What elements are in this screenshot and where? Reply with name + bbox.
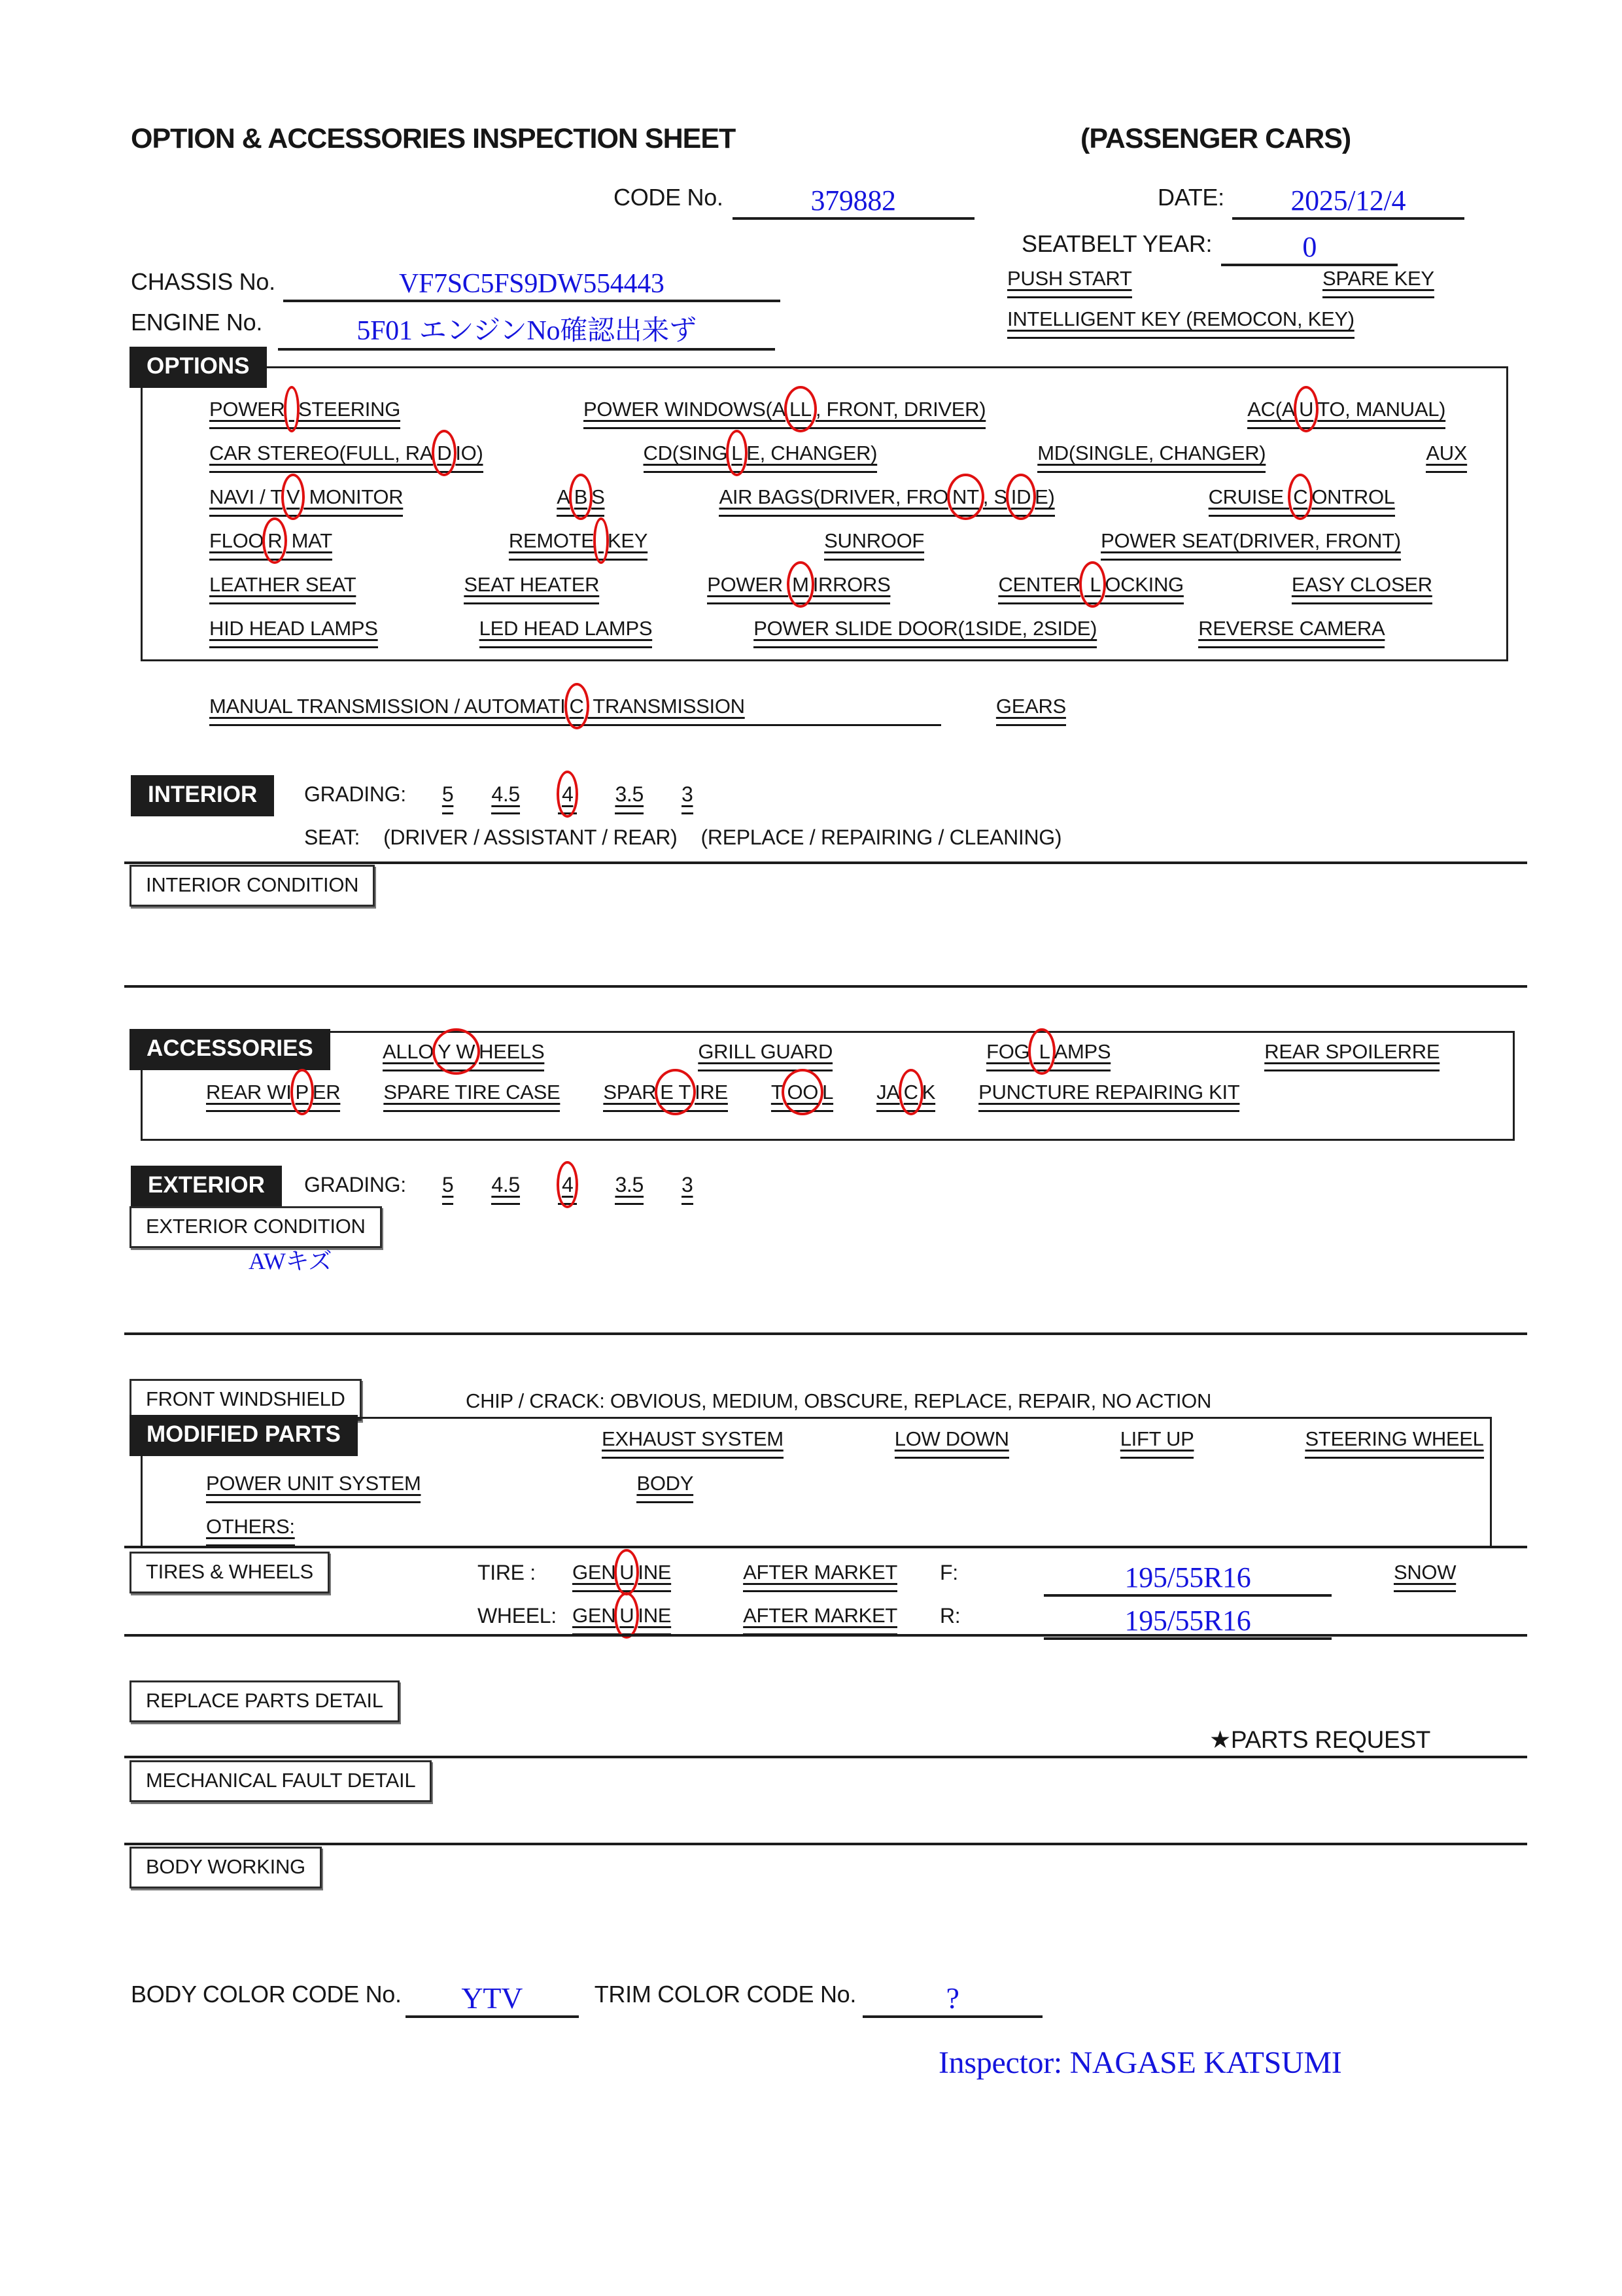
exterior-grading-row — [304, 1173, 693, 1205]
chassis-label: CHASSIS No. — [131, 268, 275, 295]
seatbelt-year-label: SEATBELT YEAR: — [1022, 230, 1213, 257]
seatbelt-year-value: 0 — [1221, 230, 1398, 266]
body-working-box: BODY WORKING — [129, 1847, 322, 1888]
modified-exhaust-system: EXHAUST SYSTEM — [602, 1427, 784, 1459]
option-power-steering: POWER STEERING — [209, 398, 400, 429]
option-aux: AUX — [1426, 442, 1467, 473]
accessories-row-2 — [206, 1081, 1239, 1112]
engine-row — [131, 309, 775, 351]
option-car-stereo: CAR STEREO(FULL, RA D IO) — [209, 442, 483, 473]
accessory-alloy-wheels: ALLO Y W HEELS — [383, 1040, 544, 1071]
grade-3: 3 — [682, 782, 693, 814]
option-hid-head-lamps: HID HEAD LAMPS — [209, 617, 378, 648]
exterior-condition-box: EXTERIOR CONDITION — [129, 1206, 382, 1248]
grade-5: 5 — [442, 1173, 454, 1205]
option-leather-seat: LEATHER SEAT — [209, 573, 356, 604]
trim-color-value: ? — [863, 1981, 1043, 2018]
wheel-label: WHEEL: — [477, 1604, 557, 1627]
accessory-rear-spoiler: REAR SPOILERRE — [1264, 1040, 1440, 1071]
tires-wheels-box: TIRES & WHEELS — [129, 1552, 330, 1593]
interior-grades — [442, 782, 693, 814]
option-seat-heater: SEAT HEATER — [464, 573, 599, 604]
option-power-windows: POWER WINDOWS(A LL , FRONT, DRIVER) — [583, 398, 986, 429]
option-abs: A B S — [557, 485, 604, 517]
modified-others-label: OTHERS: — [206, 1515, 295, 1546]
accessory-jack: JA C K — [876, 1081, 935, 1112]
engine-label: ENGINE No. — [131, 309, 263, 336]
page-title: OPTION & ACCESSORIES INSPECTION SHEET — [131, 123, 736, 154]
transmission-row — [209, 695, 1066, 726]
modified-lift-up: LIFT UP — [1120, 1427, 1194, 1459]
option-cd: CD(SING L E, CHANGER) — [644, 442, 878, 473]
divider-tires — [124, 1634, 1527, 1637]
accessories-row-1 — [383, 1040, 1440, 1071]
trim-color-label: TRIM COLOR CODE No. — [594, 1981, 857, 2008]
option-remote-key: REMOTE KEY — [509, 529, 647, 561]
tire-after-market: AFTER MARKET — [743, 1561, 897, 1592]
options-row-3 — [209, 485, 1395, 517]
modified-parts-row-3 — [206, 1515, 295, 1546]
option-md: MD(SINGLE, CHANGER) — [1037, 442, 1266, 473]
replace-parts-detail-box: REPLACE PARTS DETAIL — [129, 1680, 400, 1722]
option-ac: AC(A U TO, MANUAL) — [1247, 398, 1445, 429]
options-row-5 — [209, 573, 1432, 604]
grade-4-5: 4.5 — [491, 782, 520, 814]
option-led-head-lamps: LED HEAD LAMPS — [479, 617, 653, 648]
options-row-4 — [209, 529, 1401, 561]
wheel-genuine: GEN U INE — [572, 1604, 671, 1635]
chassis-row — [131, 268, 780, 302]
mechanical-fault-detail-box: MECHANICAL FAULT DETAIL — [129, 1760, 432, 1802]
modified-power-unit-system: POWER UNIT SYSTEM — [206, 1472, 421, 1503]
accessory-grill-guard: GRILL GUARD — [698, 1040, 833, 1071]
date-value: 2025/12/4 — [1232, 184, 1464, 220]
page-subtitle: (PASSENGER CARS) — [1080, 123, 1351, 154]
options-row-2 — [209, 442, 1467, 473]
exterior-section-label: EXTERIOR — [131, 1166, 282, 1207]
interior-grading-row — [304, 782, 693, 814]
code-label: CODE No. — [613, 184, 723, 211]
option-reverse-camera: REVERSE CAMERA — [1198, 617, 1385, 648]
option-air-bags: AIR BAGS(DRIVER, FRO NT , S ID E) — [719, 485, 1054, 517]
grade-5: 5 — [442, 782, 454, 814]
grade-4-selected: 4 — [558, 1173, 578, 1205]
exterior-grading-label: GRADING: — [304, 1173, 406, 1196]
modified-parts-row-2 — [206, 1472, 693, 1503]
options-row-6 — [209, 617, 1385, 648]
modified-parts-section-label: MODIFIED PARTS — [129, 1415, 358, 1456]
inspector-signature: Inspector: NAGASE KATSUMI — [939, 2045, 1342, 2080]
interior-section-label: INTERIOR — [131, 775, 274, 816]
accessories-section-label: ACCESSORIES — [129, 1029, 330, 1070]
option-easy-closer: EASY CLOSER — [1292, 573, 1432, 604]
spare-key-item: SPARE KEY — [1322, 267, 1434, 298]
tire-label: TIRE : — [477, 1561, 536, 1584]
code-row — [613, 184, 975, 220]
divider-exterior — [124, 1332, 1527, 1335]
option-sunroof: SUNROOF — [824, 529, 924, 561]
option-power-mirrors: POWER M IRRORS — [707, 573, 890, 604]
option-power-seat: POWER SEAT(DRIVER, FRONT) — [1101, 529, 1401, 561]
transmission-item: MANUAL TRANSMISSION / AUTOMATI C TRANSMISSION — [209, 695, 941, 726]
wheel-after-market: AFTER MARKET — [743, 1604, 897, 1635]
accessory-spare-tire: SPAR E T IRE — [603, 1081, 727, 1112]
color-codes-row — [131, 1981, 1043, 2018]
tire-genuine: GEN U INE — [572, 1561, 671, 1592]
modified-body: BODY — [636, 1472, 693, 1503]
chassis-value: VF7SC5FS9DW554443 — [283, 268, 780, 302]
date-label: DATE: — [1158, 184, 1224, 211]
options-row-1 — [209, 398, 1445, 429]
parts-request-note: ★PARTS REQUEST — [1209, 1726, 1431, 1753]
date-row — [1158, 184, 1464, 220]
divider-modified-parts — [124, 1546, 1527, 1548]
push-start-item: PUSH START — [1007, 267, 1132, 298]
exterior-grades — [442, 1173, 693, 1205]
front-windshield-box: FRONT WINDSHIELD — [129, 1379, 362, 1421]
accessory-fog-lamps: FOG L AMPS — [986, 1040, 1111, 1071]
option-power-slide-door: POWER SLIDE DOOR(1SIDE, 2SIDE) — [753, 617, 1097, 648]
grade-4-5: 4.5 — [491, 1173, 520, 1205]
interior-condition-box: INTERIOR CONDITION — [129, 865, 375, 907]
accessory-tool: T OO L — [771, 1081, 833, 1112]
option-cruise-control: CRUISE C ONTROL — [1209, 485, 1395, 517]
accessory-puncture-kit: PUNCTURE REPAIRING KIT — [978, 1081, 1239, 1112]
accessory-spare-tire-case: SPARE TIRE CASE — [383, 1081, 560, 1112]
front-tire-size: 195/55R16 — [1044, 1561, 1332, 1597]
front-size-label: F: — [939, 1561, 958, 1584]
divider-interior — [124, 861, 1527, 864]
modified-steering-wheel: STEERING WHEEL — [1305, 1427, 1483, 1459]
option-navi-tv-monitor: NAVI / T V MONITOR — [209, 485, 403, 517]
body-color-value: YTV — [406, 1981, 579, 2018]
grade-3: 3 — [682, 1173, 693, 1205]
intelligent-key-item: INTELLIGENT KEY (REMOCON, KEY) — [1007, 307, 1355, 339]
rear-size-label: R: — [939, 1604, 961, 1627]
modified-low-down: LOW DOWN — [895, 1427, 1009, 1459]
divider-parts-request — [124, 1756, 1527, 1758]
chip-crack-text: CHIP / CRACK: OBVIOUS, MEDIUM, OBSCURE, REPLACE, REPAIR, NO ACTION — [466, 1389, 1212, 1412]
seatbelt-year-row — [1022, 230, 1398, 266]
seat-row — [304, 826, 1061, 850]
engine-value: 5F01 エンジンNo確認出来ず — [278, 309, 775, 351]
seat-label: SEAT: — [304, 826, 360, 849]
divider-body-working — [124, 1843, 1527, 1845]
option-floor-mat: FLOO R MAT — [209, 529, 332, 561]
interior-grading-label: GRADING: — [304, 782, 406, 806]
snow-item: SNOW — [1394, 1561, 1456, 1592]
tire-row — [477, 1561, 1456, 1597]
divider-accessories — [124, 985, 1527, 988]
gears-label: GEARS — [996, 695, 1066, 726]
rear-tire-size: 195/55R16 — [1044, 1604, 1332, 1640]
grade-3-5: 3.5 — [615, 782, 644, 814]
modified-parts-row-1 — [602, 1427, 1484, 1459]
grade-3-5: 3.5 — [615, 1173, 644, 1205]
seat-positions: (DRIVER / ASSISTANT / REAR) — [383, 826, 678, 849]
exterior-condition-note: AWキズ — [249, 1248, 332, 1274]
seat-actions: (REPLACE / REPAIRING / CLEANING) — [700, 826, 1062, 849]
code-value: 379882 — [733, 184, 975, 220]
grade-4-selected: 4 — [558, 782, 578, 814]
accessory-rear-wiper: REAR WI P ER — [206, 1081, 340, 1112]
body-color-label: BODY COLOR CODE No. — [131, 1981, 402, 2008]
options-section-label: OPTIONS — [129, 347, 267, 388]
option-center-locking: CENTER L OCKING — [998, 573, 1183, 604]
